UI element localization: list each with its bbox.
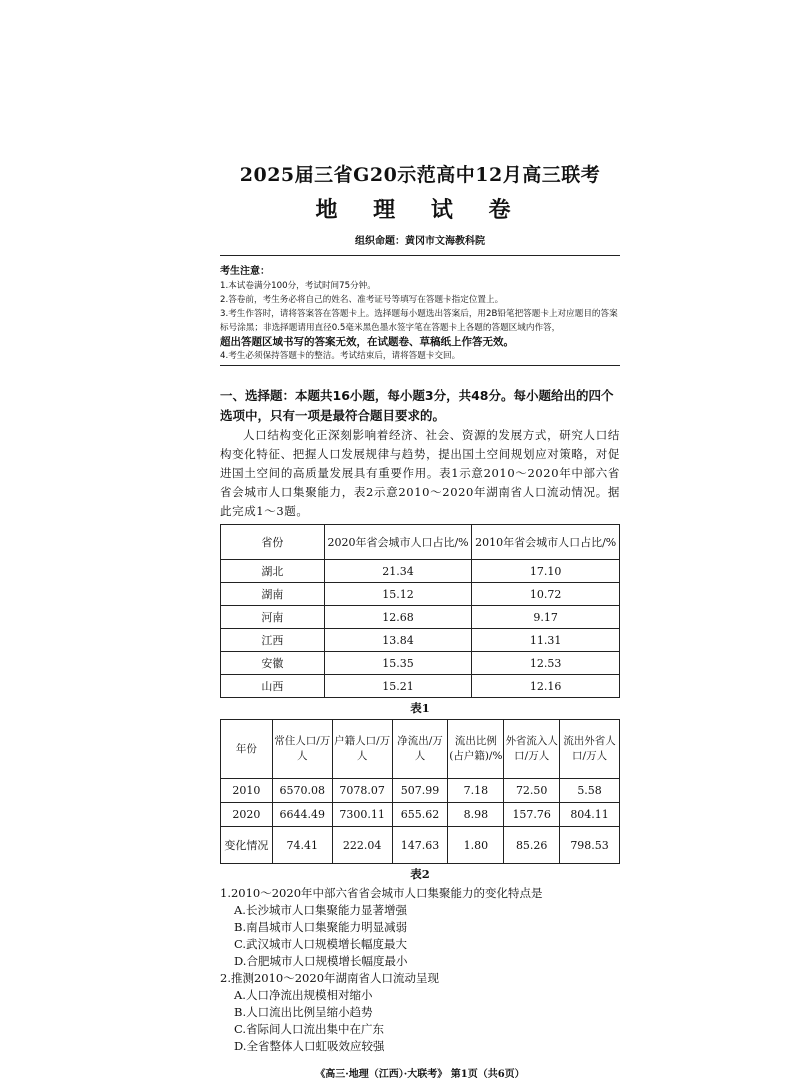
table-2-caption: 表2 xyxy=(410,867,430,881)
question-1 xyxy=(220,885,620,970)
table-cell: 6570.08 xyxy=(272,779,332,803)
table-2 xyxy=(220,719,620,864)
table-cell: 10.72 xyxy=(472,583,620,606)
table-cell: 12.53 xyxy=(472,652,620,675)
table-row xyxy=(221,606,620,629)
table-row xyxy=(221,675,620,698)
table-cell: 2010 xyxy=(221,779,273,803)
table-cell: 15.21 xyxy=(324,675,472,698)
table-cell: 15.35 xyxy=(324,652,472,675)
table-cell: 12.16 xyxy=(472,675,620,698)
table-cell: 湖南 xyxy=(221,583,325,606)
table-row xyxy=(221,583,620,606)
subject-title: 地 理 试 卷 xyxy=(315,197,525,223)
table-header-row xyxy=(221,525,620,560)
notice-item: 3.考生作答时，请将答案答在答题卡上。选择题每小题选出答案后，用2B铅笔把答题卡上对应题目的答案标号涂黑；非选择题请用直径0.5毫米黑色墨水签字笔在答题卡上各题的答题区域内作答， xyxy=(220,309,618,333)
section-heading: 一、选择题：本题共16小题，每小题3分，共48分。每小题给出的四个选项中，只有一项是最符合题目要求的。 xyxy=(220,388,614,423)
table-cell: 安徽 xyxy=(221,652,325,675)
table-cell: 变化情况 xyxy=(221,827,273,864)
table-cell: 147.63 xyxy=(392,827,448,864)
table-cell: 17.10 xyxy=(472,560,620,583)
table-row xyxy=(221,779,620,803)
table-cell: 9.17 xyxy=(472,606,620,629)
table-header-cell: 户籍人口/万人 xyxy=(332,720,392,779)
answer-option: A.人口净流出规模相对缩小 xyxy=(234,988,373,1002)
table-cell: 河南 xyxy=(221,606,325,629)
table-cell: 507.99 xyxy=(392,779,448,803)
table-header-cell: 2010年省会城市人口占比/% xyxy=(472,525,620,560)
question-2 xyxy=(220,970,620,1055)
notice-item: 2.答卷前，考生务必将自己的姓名、准考证号等填写在答题卡指定位置上。 xyxy=(220,295,504,305)
table-row xyxy=(221,652,620,675)
table-cell: 11.31 xyxy=(472,629,620,652)
table-header-cell: 流出外省人口/万人 xyxy=(560,720,620,779)
table-cell: 2020 xyxy=(221,803,273,827)
table-cell: 7078.07 xyxy=(332,779,392,803)
table-cell: 6644.49 xyxy=(272,803,332,827)
table-cell: 湖北 xyxy=(221,560,325,583)
table-cell: 8.98 xyxy=(448,803,504,827)
table-header-cell: 常住人口/万人 xyxy=(272,720,332,779)
table-row xyxy=(221,629,620,652)
notice-item: 超出答题区域书写的答案无效，在试题卷、草稿纸上作答无效。 xyxy=(220,336,514,348)
table-header-cell: 2020年省会城市人口占比/% xyxy=(324,525,472,560)
table-1-caption: 表1 xyxy=(410,701,430,715)
question-stem: 1.2010～2020年中部六省省会城市人口集聚能力的变化特点是 xyxy=(220,886,543,900)
answer-option: C.省际间人口流出集中在广东 xyxy=(234,1022,385,1036)
answer-option: D.合肥城市人口规模增长幅度最小 xyxy=(234,954,408,968)
notice-divider xyxy=(220,365,620,366)
table-cell: 13.84 xyxy=(324,629,472,652)
answer-option: C.武汉城市人口规模增长幅度最大 xyxy=(234,937,408,951)
table-cell: 655.62 xyxy=(392,803,448,827)
table-cell: 山西 xyxy=(221,675,325,698)
table-cell: 15.12 xyxy=(324,583,472,606)
table-cell: 21.34 xyxy=(324,560,472,583)
table-cell: 5.58 xyxy=(560,779,620,803)
page-footer: 《高三·地理（江西）·大联考》 第1页（共6页） xyxy=(315,1069,525,1080)
table-header-cell: 净流出/万人 xyxy=(392,720,448,779)
table-cell: 798.53 xyxy=(560,827,620,864)
table-header-cell: 外省流入人口/万人 xyxy=(504,720,560,779)
table-cell: 85.26 xyxy=(504,827,560,864)
header-divider xyxy=(220,255,620,256)
table-header-cell: 省份 xyxy=(221,525,325,560)
table-cell: 74.41 xyxy=(272,827,332,864)
table-cell: 7.18 xyxy=(448,779,504,803)
notice-item: 1.本试卷满分100分，考试时间75分钟。 xyxy=(220,281,376,291)
table-cell: 72.50 xyxy=(504,779,560,803)
notice-item: 4.考生必须保持答题卡的整洁。考试结束后，请将答题卡交回。 xyxy=(220,351,461,361)
answer-option: B.人口流出比例呈缩小趋势 xyxy=(234,1005,373,1019)
table-cell: 12.68 xyxy=(324,606,472,629)
exam-title: 2025届三省G20示范高中12月高三联考 xyxy=(239,164,601,186)
table-row xyxy=(221,560,620,583)
notice-heading: 考生注意： xyxy=(220,266,270,277)
answer-option: D.全省整体人口虹吸效应较强 xyxy=(234,1039,385,1053)
table-header-cell: 流出比例(占户籍)/% xyxy=(448,720,504,779)
candidate-notice xyxy=(220,262,620,363)
table-1 xyxy=(220,524,620,698)
table-cell: 804.11 xyxy=(560,803,620,827)
answer-option: B.南昌城市人口集聚能力明显减弱 xyxy=(234,920,408,934)
table-row xyxy=(221,827,620,864)
table-cell: 222.04 xyxy=(332,827,392,864)
table-cell: 江西 xyxy=(221,629,325,652)
table-row xyxy=(221,803,620,827)
exam-page xyxy=(220,150,620,1080)
table-cell: 157.76 xyxy=(504,803,560,827)
table-cell: 7300.11 xyxy=(332,803,392,827)
table-header-row xyxy=(221,720,620,779)
table-cell: 1.80 xyxy=(448,827,504,864)
organizer-line: 组织命题：黄冈市文海教科院 xyxy=(355,236,485,247)
answer-option: A.长沙城市人口集聚能力显著增强 xyxy=(234,903,407,917)
question-stem: 2.推测2010～2020年湖南省人口流动呈现 xyxy=(220,971,440,985)
table-header-cell: 年份 xyxy=(221,720,273,779)
question-intro: 人口结构变化正深刻影响着经济、社会、资源的发展方式，研究人口结构变化特征、把握人口发展规律与趋势，提出国土空间规划应对策略，对促进国土空间的高质量发展具有重要作用。表1示意2010～2020年中部六省省会城市人口集聚能力，表2示意2010～2020年湖南省人口流动情况。据此完成1～3题。 xyxy=(220,428,620,518)
